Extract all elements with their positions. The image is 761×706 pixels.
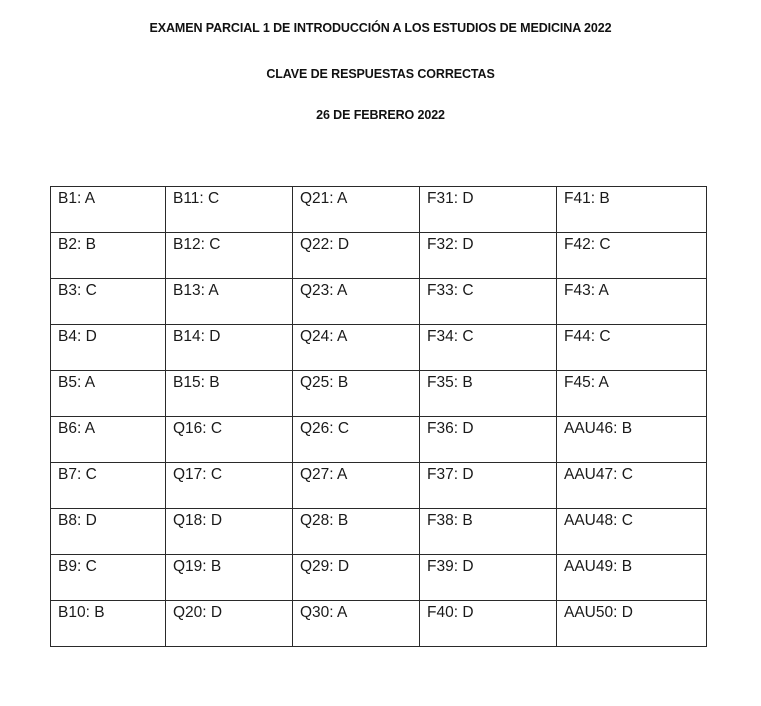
answer-cell: F36: D [420, 417, 557, 463]
answer-cell: B5: A [51, 371, 166, 417]
answer-cell: B11: C [166, 187, 293, 233]
answer-cell: B13: A [166, 279, 293, 325]
answer-cell: AAU49: B [557, 555, 707, 601]
answer-cell: Q20: D [166, 601, 293, 647]
answer-cell: B4: D [51, 325, 166, 371]
answer-cell: B14: D [166, 325, 293, 371]
answer-cell: F42: C [557, 233, 707, 279]
answer-cell: Q27: A [293, 463, 420, 509]
answer-cell: Q30: A [293, 601, 420, 647]
answer-cell: B1: A [51, 187, 166, 233]
answer-cell: AAU46: B [557, 417, 707, 463]
answer-cell: F40: D [420, 601, 557, 647]
answer-cell: Q28: B [293, 509, 420, 555]
answer-cell: B12: C [166, 233, 293, 279]
answer-cell: F39: D [420, 555, 557, 601]
table-row [51, 601, 707, 647]
answer-cell: B3: C [51, 279, 166, 325]
answer-cell: Q19: B [166, 555, 293, 601]
table-row [51, 371, 707, 417]
answer-cell: F43: A [557, 279, 707, 325]
answer-cell: AAU48: C [557, 509, 707, 555]
answer-cell: F37: D [420, 463, 557, 509]
exam-subtitle: CLAVE DE RESPUESTAS CORRECTAS [266, 67, 495, 81]
answer-cell: B6: A [51, 417, 166, 463]
answer-cell: B2: B [51, 233, 166, 279]
answer-key-table [50, 186, 707, 647]
answer-cell: Q16: C [166, 417, 293, 463]
answer-cell: AAU50: D [557, 601, 707, 647]
answer-cell: Q29: D [293, 555, 420, 601]
table-row [51, 325, 707, 371]
answer-cell: F38: B [420, 509, 557, 555]
table-row [51, 463, 707, 509]
answer-cell: Q26: C [293, 417, 420, 463]
table-row [51, 279, 707, 325]
answer-cell: Q18: D [166, 509, 293, 555]
answer-cell: Q24: A [293, 325, 420, 371]
answer-cell: Q17: C [166, 463, 293, 509]
answer-cell: F31: D [420, 187, 557, 233]
table-row [51, 417, 707, 463]
answer-cell: B15: B [166, 371, 293, 417]
answer-cell: F44: C [557, 325, 707, 371]
table-row [51, 555, 707, 601]
answer-cell: B10: B [51, 601, 166, 647]
answer-cell: B8: D [51, 509, 166, 555]
exam-date: 26 DE FEBRERO 2022 [316, 108, 445, 122]
answer-cell: B9: C [51, 555, 166, 601]
exam-title: EXAMEN PARCIAL 1 DE INTRODUCCIÓN A LOS ESTUDIOS DE MEDICINA 2022 [149, 21, 612, 35]
answer-cell: AAU47: C [557, 463, 707, 509]
answer-cell: F41: B [557, 187, 707, 233]
answer-cell: Q21: A [293, 187, 420, 233]
answer-cell: B7: C [51, 463, 166, 509]
answer-cell: F34: C [420, 325, 557, 371]
answer-cell: Q25: B [293, 371, 420, 417]
table-row [51, 233, 707, 279]
table-row [51, 509, 707, 555]
answer-cell: Q22: D [293, 233, 420, 279]
table-row [51, 187, 707, 233]
answer-cell: F33: C [420, 279, 557, 325]
answer-cell: F35: B [420, 371, 557, 417]
answer-cell: F32: D [420, 233, 557, 279]
answer-cell: F45: A [557, 371, 707, 417]
answer-cell: Q23: A [293, 279, 420, 325]
